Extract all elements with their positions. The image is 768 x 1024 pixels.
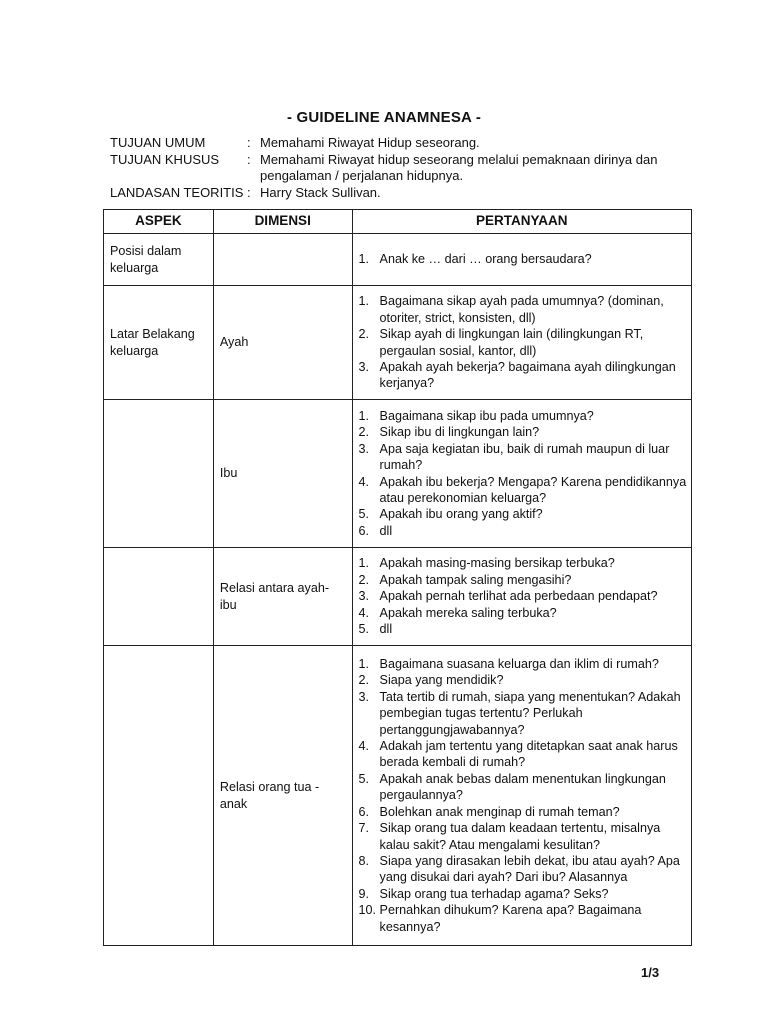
question-text: Bagaimana sikap ibu pada umumnya? xyxy=(379,408,594,423)
meta-value: Memahami Riwayat Hidup seseorang. xyxy=(260,135,480,150)
question-item xyxy=(357,408,687,424)
question-item xyxy=(357,605,687,621)
pertanyaan-cell xyxy=(352,234,691,286)
question-text: Apakah anak bebas dalam menentukan lingkungan pergaulannya? xyxy=(379,771,666,803)
question-list xyxy=(357,408,687,539)
header-dimensi: DIMENSI xyxy=(213,210,352,234)
question-number: 3. xyxy=(358,589,370,604)
question-item xyxy=(357,441,687,474)
question-text: Apakah mereka saling terbuka? xyxy=(379,605,557,620)
question-item xyxy=(357,886,687,902)
question-text: dll xyxy=(379,622,393,637)
question-number: 1. xyxy=(358,252,370,267)
question-number: 5. xyxy=(358,771,370,786)
question-text: Apakah masing-masing bersikap terbuka? xyxy=(379,556,615,571)
question-text: Tata tertib di rumah, siapa yang menentukan? Adakah pembegian tugas tertentu? Perlukah pertanggungjawabannya? xyxy=(379,689,681,737)
question-item xyxy=(357,820,687,853)
question-text: Bolehkan anak menginap di rumah teman? xyxy=(379,804,620,819)
question-number: 3. xyxy=(358,441,370,456)
question-number: 5. xyxy=(358,507,370,522)
question-item xyxy=(357,771,687,804)
question-number: 2. xyxy=(358,572,370,587)
question-number: 8. xyxy=(358,853,370,868)
meta-colon: : xyxy=(247,151,251,167)
meta-value: Memahami Riwayat hidup seseorang melalui pemaknaan dirinya dan pengalaman / perjalanan hidupnya. xyxy=(260,151,658,183)
aspek-cell: Posisi dalam keluarga xyxy=(104,234,214,286)
guideline-table xyxy=(103,209,692,946)
aspek-cell xyxy=(104,400,214,548)
question-number: 1. xyxy=(358,294,370,309)
question-number: 3. xyxy=(358,359,370,374)
question-text: Sikap orang tua dalam keadaan tertentu, misalnya kalau sakit? Atau mengalami kesulitan? xyxy=(379,821,661,852)
question-list xyxy=(357,555,687,637)
table-row xyxy=(104,286,692,400)
question-text: Apakah ayah bekerja? bagaimana ayah dilingkungan kerjanya? xyxy=(379,359,676,391)
question-number: 10. xyxy=(358,903,377,918)
question-number: 4. xyxy=(358,739,370,754)
meta-row-tujuan-umum xyxy=(110,135,670,152)
table-header-row xyxy=(104,210,692,234)
question-item xyxy=(357,555,687,571)
question-number: 2. xyxy=(358,673,370,688)
question-number: 1. xyxy=(358,408,370,423)
question-item xyxy=(357,523,687,539)
question-item xyxy=(357,359,687,392)
header-aspek: ASPEK xyxy=(104,210,214,234)
question-number: 6. xyxy=(358,523,370,538)
table-row xyxy=(104,548,692,646)
question-item xyxy=(357,689,687,738)
question-item xyxy=(357,506,687,522)
question-number: 3. xyxy=(358,689,370,704)
meta-row-landasan-teoritis xyxy=(110,185,670,202)
table-row xyxy=(104,234,692,286)
meta-colon: : xyxy=(247,135,251,150)
question-number: 6. xyxy=(358,804,370,819)
header-pertanyaan: PERTANYAAN xyxy=(352,210,691,234)
aspek-cell xyxy=(104,548,214,646)
question-list xyxy=(357,251,687,267)
question-item xyxy=(357,293,687,326)
question-number: 1. xyxy=(358,657,370,672)
question-text: Apa saja kegiatan ibu, baik di rumah maupun di luar rumah? xyxy=(379,441,670,473)
question-text: Bagaimana suasana keluarga dan iklim di rumah? xyxy=(379,657,659,672)
question-item xyxy=(357,474,687,507)
meta-colon: : xyxy=(247,184,251,200)
aspek-cell xyxy=(104,646,214,946)
meta-value: Harry Stack Sullivan. xyxy=(260,184,381,200)
table-body xyxy=(104,234,692,946)
dimensi-cell: Ayah xyxy=(213,286,352,400)
question-number: 1. xyxy=(358,556,370,571)
question-item xyxy=(357,656,687,672)
dimensi-cell: Ibu xyxy=(213,400,352,548)
question-number: 4. xyxy=(358,474,370,489)
pertanyaan-cell xyxy=(352,646,691,946)
question-list xyxy=(357,293,687,391)
question-text: Sikap orang tua terhadap agama? Seks? xyxy=(379,886,609,901)
meta-row-tujuan-khusus xyxy=(110,152,670,185)
question-text: Apakah ibu orang yang aktif? xyxy=(379,507,543,522)
meta-label: LANDASAN TEORITIS xyxy=(110,184,244,200)
question-item xyxy=(357,672,687,688)
question-number: 5. xyxy=(358,622,370,637)
question-number: 9. xyxy=(358,886,370,901)
question-text: Apakah ibu bekerja? Mengapa? Karena pendidikannya atau perekonomian keluarga? xyxy=(379,474,687,505)
dimensi-cell xyxy=(213,234,352,286)
page-title: - GUIDELINE ANAMNESA - xyxy=(286,109,482,126)
table-row xyxy=(104,400,692,548)
question-item xyxy=(357,424,687,440)
question-number: 2. xyxy=(358,425,370,440)
pertanyaan-cell xyxy=(352,400,691,548)
pertanyaan-cell xyxy=(352,548,691,646)
question-item xyxy=(357,572,687,588)
question-text: Anak ke … dari … orang bersaudara? xyxy=(379,252,592,267)
question-item xyxy=(357,251,687,267)
meta-label: TUJUAN KHUSUS xyxy=(110,151,220,167)
question-text: Bagaimana sikap ayah pada umumnya? (dominan, otoriter, strict, konsisten, dll) xyxy=(379,294,664,325)
question-item xyxy=(357,588,687,604)
document-meta xyxy=(110,135,670,201)
question-text: Apakah tampak saling mengasihi? xyxy=(379,572,572,587)
page-number: 1/3 xyxy=(641,965,660,980)
question-item xyxy=(357,738,687,771)
question-item xyxy=(357,326,687,359)
question-text: Adakah jam tertentu yang ditetapkan saat anak harus berada kembali di rumah? xyxy=(379,739,678,770)
question-list xyxy=(357,656,687,935)
question-number: 2. xyxy=(358,327,370,342)
question-text: Pernahkan dihukum? Karena apa? Bagaimana kesannya? xyxy=(379,903,642,934)
question-item xyxy=(357,902,687,935)
question-text: Siapa yang dirasakan lebih dekat, ibu atau ayah? Apa yang disukai dari ayah? Dari ibu? Alasannya xyxy=(379,853,680,885)
question-number: 4. xyxy=(358,605,370,620)
pertanyaan-cell xyxy=(352,286,691,400)
aspek-cell: Latar Belakang keluarga xyxy=(104,286,214,400)
question-text: Sikap ayah di lingkungan lain (dilingkungan RT, pergaulan sosial, kantor, dll) xyxy=(379,327,644,358)
question-text: Sikap ibu di lingkungan lain? xyxy=(379,425,540,440)
table-row xyxy=(104,646,692,946)
question-text: dll xyxy=(379,523,393,538)
dimensi-cell: Relasi antara ayah-ibu xyxy=(213,548,352,646)
question-item xyxy=(357,853,687,886)
question-text: Siapa yang mendidik? xyxy=(379,673,504,688)
question-text: Apakah pernah terlihat ada perbedaan pendapat? xyxy=(379,589,658,604)
question-item xyxy=(357,621,687,637)
meta-label: TUJUAN UMUM xyxy=(110,135,206,150)
dimensi-cell: Relasi orang tua - anak xyxy=(213,646,352,946)
question-number: 7. xyxy=(358,821,370,836)
question-item xyxy=(357,804,687,820)
